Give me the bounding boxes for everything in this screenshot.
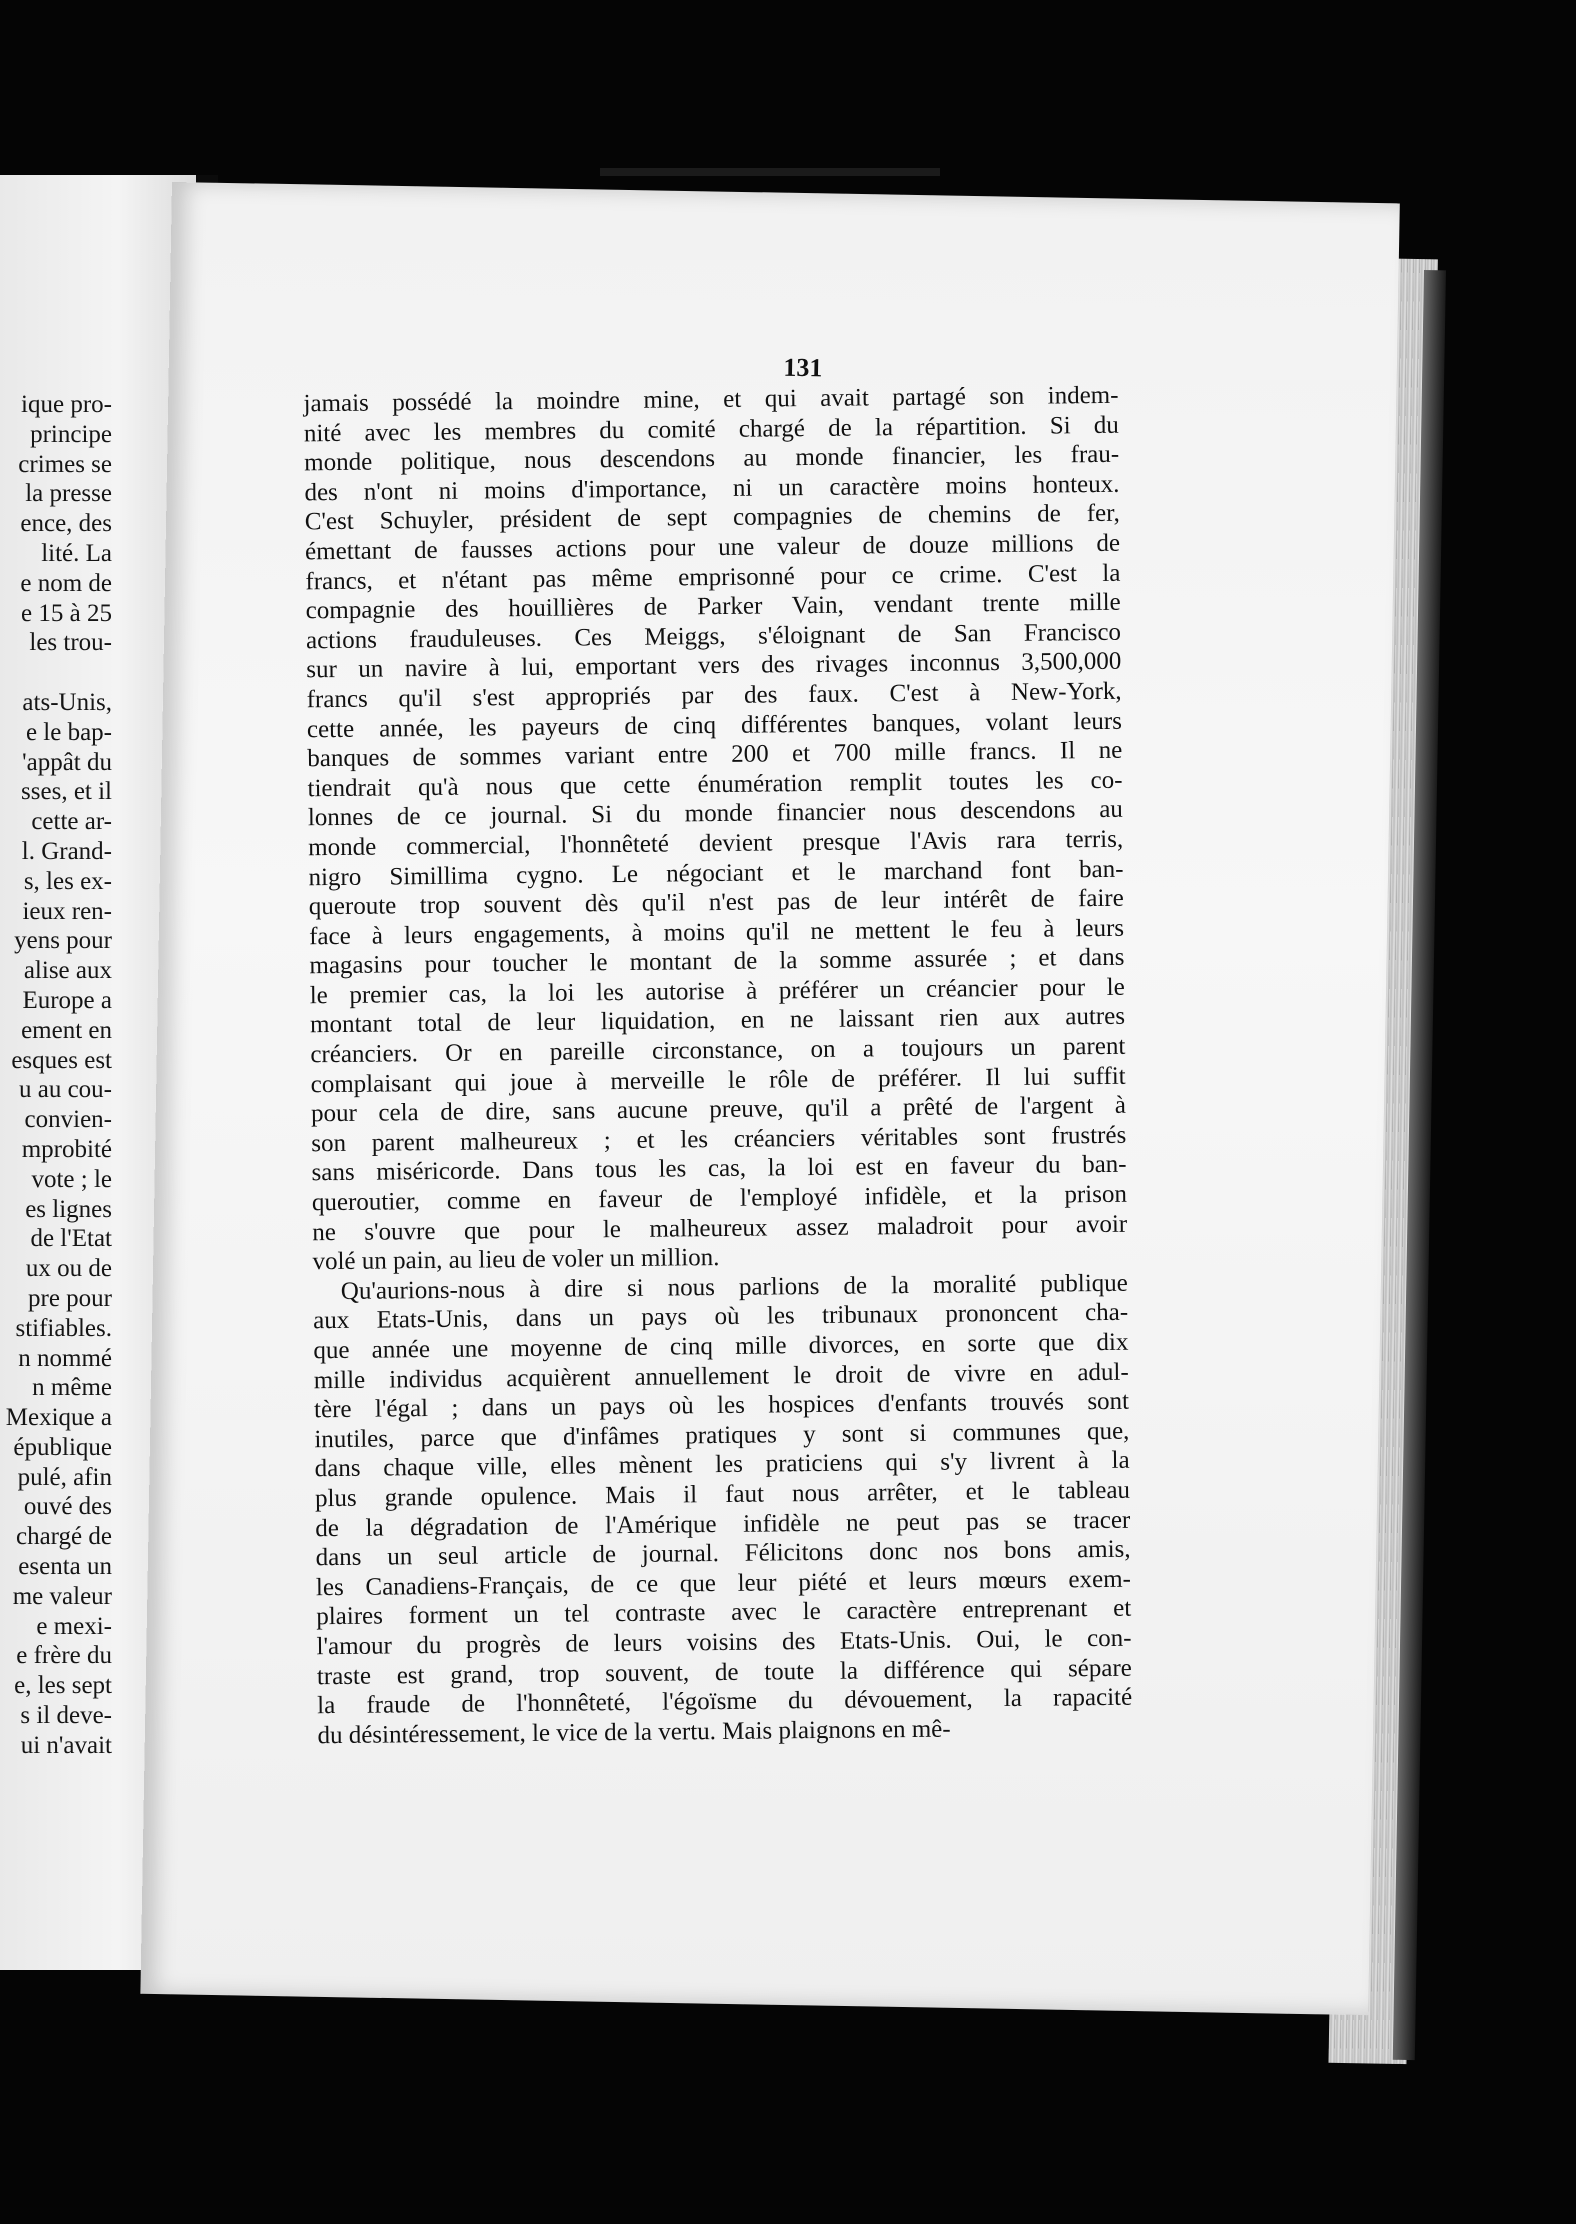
body-text-line: le premier cas, la loi les autorise à préférer un créancier pour le xyxy=(309,973,1125,1010)
body-text-line: complaisant qui joue à merveille le rôle de préférer. Il lui suffit xyxy=(310,1062,1126,1098)
right-page xyxy=(140,182,1399,2015)
left-page-line: ux ou de xyxy=(25,1255,112,1283)
left-page-line: chargé de xyxy=(15,1523,112,1551)
scan-artifact-bar xyxy=(600,168,940,176)
body-text-line: son parent malheureux ; et les créanciers véritables sont frustrés xyxy=(311,1121,1127,1158)
left-page-line: esques est xyxy=(11,1046,112,1074)
left-page-line: n même xyxy=(32,1374,112,1402)
body-text-line: compagnie des houillières de Parker Vain, vendant trente mille xyxy=(305,588,1121,625)
left-page-line: de l'Etat xyxy=(30,1225,112,1253)
left-page-line: stifiables. xyxy=(15,1314,112,1342)
body-text-line: mille individus acquièrent annuellement le droit de vivre en adul- xyxy=(313,1358,1129,1394)
body-text-line: volé un pain, au lieu de voler un million. xyxy=(312,1244,720,1276)
body-text-line: banques de sommes variant entre 200 et 700 mille francs. Il ne xyxy=(307,736,1123,773)
body-text-line: pour cela de dire, sans aucune preuve, qu'il a prêté de l'argent à xyxy=(310,1092,1127,1128)
left-page-line: ieux ren- xyxy=(22,897,112,925)
body-text-line: nigro Simillima cygno. Le négociant et le marchand font ban- xyxy=(308,855,1124,891)
left-page-line: e le bap- xyxy=(25,718,112,746)
left-page-line: 'appât du xyxy=(22,748,112,776)
left-page-line: la presse xyxy=(25,480,112,508)
left-page-line: e nom de xyxy=(20,569,112,597)
body-text-line: créanciers. Or en pareille circonstance, on a toujours un parent xyxy=(310,1032,1126,1069)
body-text-line: plaires forment un tel contraste avec le caractère entreprenant et xyxy=(316,1595,1132,1631)
body-text-line: la fraude de l'honnêteté, l'égoïsme du dévouement, la rapacité xyxy=(317,1683,1133,1720)
left-page-line: vote ; le xyxy=(31,1165,112,1193)
body-text-line: jamais possédé la moindre mine, et qui avait partagé son indem- xyxy=(303,381,1119,418)
left-page-line: Mexique a xyxy=(5,1404,112,1432)
left-page-line: cette ar- xyxy=(31,808,112,836)
body-text-line: montant total de leur liquidation, en ne laissant rien aux autres xyxy=(309,1003,1126,1039)
body-text-line: queroute trop souvent dès qu'il n'est pas de leur intérêt de faire xyxy=(308,884,1124,921)
left-page-line: pre pour xyxy=(28,1284,112,1312)
body-text-line: ne s'ouvre que pour le malheureux assez maladroit pour avoir xyxy=(312,1210,1128,1246)
body-text-line: traste est grand, trop souvent, de toute la différence qui sépare xyxy=(316,1654,1132,1690)
body-text-line: cette année, les payeurs de cinq différentes banques, volant leurs xyxy=(306,707,1123,743)
body-text-line: lonnes de ce journal. Si du monde financier nous descendons au xyxy=(307,796,1123,832)
left-page-line: Europe a xyxy=(22,986,112,1014)
body-text-line: francs qu'il s'est appropriés par des faux. C'est à New-York, xyxy=(306,677,1122,714)
left-page-line: sses, et il xyxy=(21,778,112,806)
body-text-line: Qu'aurions-nous à dire si nous parlions de la moralité publique xyxy=(340,1269,1128,1305)
body-text-line: que année une moyenne de cinq mille divorces, en sorte que dix xyxy=(313,1328,1129,1365)
body-text-line: magasins pour toucher le montant de la somme assurée ; et dans xyxy=(309,944,1125,980)
body-text-line: monde commercial, l'honnêteté devient presque l'Avis rara terris, xyxy=(308,825,1124,862)
left-page-line xyxy=(0,658,112,688)
right-page-body-text xyxy=(303,381,1132,1751)
body-text-line: monde politique, nous descendons au monde financier, les frau- xyxy=(304,440,1120,477)
left-page-line: mprobité xyxy=(21,1135,112,1163)
left-page-line: esenta un xyxy=(18,1553,112,1581)
left-page-line: e mexi- xyxy=(36,1612,112,1640)
left-page-line: crimes se xyxy=(18,450,112,478)
body-text-line: inutiles, parce que d'infâmes pratiques y sont si communes que, xyxy=(314,1417,1130,1454)
left-page-line: ats-Unis, xyxy=(22,688,112,716)
left-page-line: ique pro- xyxy=(21,391,112,418)
body-text-line: des n'ont ni moins d'importance, ni un caractère moins honteux. xyxy=(304,470,1120,507)
left-page-line: principe xyxy=(30,420,112,448)
body-text-line: les Canadiens-Français, de ce que leur piété et leurs mœurs exem- xyxy=(315,1565,1132,1602)
left-page-line: ement en xyxy=(21,1016,112,1044)
left-page-line: n nommé xyxy=(18,1344,112,1372)
body-text-line: émettant de fausses actions pour une valeur de douze millions de xyxy=(304,529,1121,566)
body-text-line: l'amour du progrès de leurs voisins des Etats-Unis. Oui, le con- xyxy=(316,1624,1132,1661)
left-page-line: l. Grand- xyxy=(21,837,112,865)
left-page-line: alise aux xyxy=(23,957,112,985)
body-text-line: dans chaque ville, elles mènent les praticiens qui s'y livrent à la xyxy=(314,1447,1130,1483)
left-page-line: ouvé des xyxy=(23,1493,112,1521)
left-page-line: e frère du xyxy=(16,1642,112,1670)
left-page-line: pulé, afin xyxy=(17,1463,112,1491)
left-page-line: es lignes xyxy=(25,1195,112,1223)
left-page-line: me valeur xyxy=(12,1582,112,1610)
body-text-line: aux Etats-Unis, dans un pays où les tribunaux prononcent cha- xyxy=(313,1299,1129,1335)
left-page-line: yens pour xyxy=(14,927,112,955)
page-number: 131 xyxy=(783,352,823,383)
body-text-line: queroutier, comme en faveur de l'employé infidèle, et la prison xyxy=(311,1180,1128,1217)
left-page-line: ui n'avait xyxy=(20,1731,112,1759)
body-text-line: sans miséricorde. Dans tous les cas, la loi est en faveur du ban- xyxy=(311,1151,1127,1187)
left-page-line: les trou- xyxy=(29,629,112,657)
left-page-line: convien- xyxy=(24,1106,112,1134)
left-page-line: s, les ex- xyxy=(23,867,112,895)
left-page-line: e, les sept xyxy=(14,1672,112,1700)
body-text-line: nité avec les membres du comité chargé de la répartition. Si du xyxy=(303,411,1119,447)
left-page-line: u au cou- xyxy=(18,1076,112,1104)
body-text-line: du désintéressement, le vice de la vertu. Mais plaignons en mê- xyxy=(317,1715,951,1749)
body-text-line: plus grande opulence. Mais il faut nous arrêter, et le tableau xyxy=(314,1476,1131,1513)
left-page-line: lité. La xyxy=(41,539,112,567)
body-text-line: sur un navire à lui, emportant vers des rivages inconnus 3,500,000 xyxy=(306,648,1122,684)
left-page-line: e 15 à 25 xyxy=(21,599,112,627)
left-page-line: épublique xyxy=(13,1433,112,1461)
body-text-line: C'est Schuyler, président de sept compagnies de chemins de fer, xyxy=(304,500,1120,536)
body-text-line: tiendrait qu'à nous que cette énumération remplit toutes les co- xyxy=(307,766,1123,803)
body-text-line: tère l'égal ; dans un pays où les hospices d'enfants trouvés sont xyxy=(313,1387,1130,1424)
body-text-line: face à leurs engagements, à moins qu'il ne mettent le feu à leurs xyxy=(308,914,1125,950)
left-page-line: ence, des xyxy=(20,510,112,538)
body-text-line: actions frauduleuses. Ces Meiggs, s'éloignant de San Francisco xyxy=(305,618,1122,655)
body-text-line: de la dégradation de l'Amérique infidèle ne peut pas se tracer xyxy=(315,1506,1131,1542)
left-page-line: s il deve- xyxy=(20,1702,112,1730)
left-page-text-column xyxy=(0,390,112,1761)
body-text-line: francs, et n'étant pas même emprisonné pour ce crime. C'est la xyxy=(305,559,1121,595)
body-text-line: dans un seul article de journal. Félicitons donc nos bons amis, xyxy=(315,1535,1131,1572)
